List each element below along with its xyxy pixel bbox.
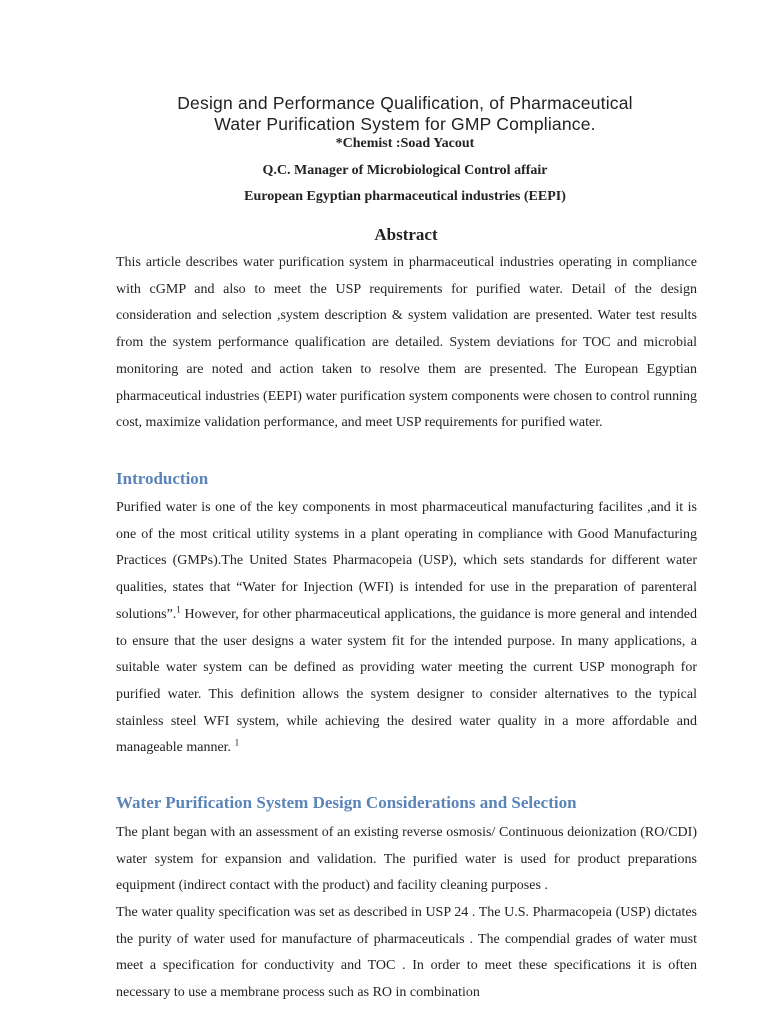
footnote-marker: 1 bbox=[234, 737, 240, 748]
author-line: *Chemist :Soad Yacout bbox=[335, 136, 475, 151]
author-affiliation: European Egyptian pharmaceutical industries (EEPI) bbox=[244, 189, 566, 204]
design-section-heading: Water Purification System Design Considerations and Selection bbox=[116, 793, 577, 812]
introduction-text-part-1: Purified water is one of the key components in most pharmaceutical manufacturing facilites ,and it is one of the most critical utility systems in a plant operating in compliance with Good Manufacturing Practices (GMPs).The United States Pharmacopeia (USP), which sets standards for different water qualities, states that “Water for Injection (WFI) is intended for use in the preparation of parenteral solutions”. bbox=[116, 500, 697, 622]
design-paragraph-2: The water quality specification was set as described in USP 24 . The U.S. Pharmacopeia (USP) dictates the purity of water used for manufacture of pharmaceuticals . The compendial grades of water must meet a specification for conductivity and TOC . In order to meet these specifications it is often necessary to use a membrane process such as RO in combination bbox=[116, 905, 697, 1001]
author-position: Q.C. Manager of Microbiological Control affair bbox=[262, 163, 548, 178]
document-title-line-2: Water Purification System for GMP Compliance. bbox=[214, 114, 596, 134]
introduction-heading: Introduction bbox=[116, 469, 209, 488]
introduction-paragraph bbox=[116, 495, 697, 762]
introduction-text-part-2: However, for other pharmaceutical applications, the guidance is more general and intended to ensure that the user designs a water system fit for the intended purpose. In many applications, a suitable water system can be defined as providing water meeting the current USP monograph for purified water. This definition allows the system designer to consider alternatives to the typical stainless steel WFI system, while achieving the desired water quality in a more affordable and manageable manner. bbox=[116, 606, 697, 756]
footnote-marker: 1 bbox=[176, 604, 181, 615]
abstract-heading: Abstract bbox=[374, 225, 438, 244]
design-paragraph-1: The plant began with an assessment of an existing reverse osmosis/ Continuous deionization (RO/CDI) water system for expansion and validation. The purified water is used for product preparations equipment (indirect contact with the product) and facility cleaning purposes . bbox=[116, 825, 697, 894]
document-title-line-1: Design and Performance Qualification, of Pharmaceutical bbox=[177, 93, 633, 113]
abstract-paragraph: This article describes water purification system in pharmaceutical industries operating in compliance with cGMP and also to meet the USP requirements for purified water. Detail of the design consideration and selection ,system description & system validation are presented. Water test results from the system performance qualification are detailed. System deviations for TOC and microbial monitoring are noted and action taken to resolve them are presented. The European Egyptian pharmaceutical industries (EEPI) water purification system components were chosen to control running cost, maximize validation performance, and meet USP requirements for purified water. bbox=[116, 255, 697, 431]
